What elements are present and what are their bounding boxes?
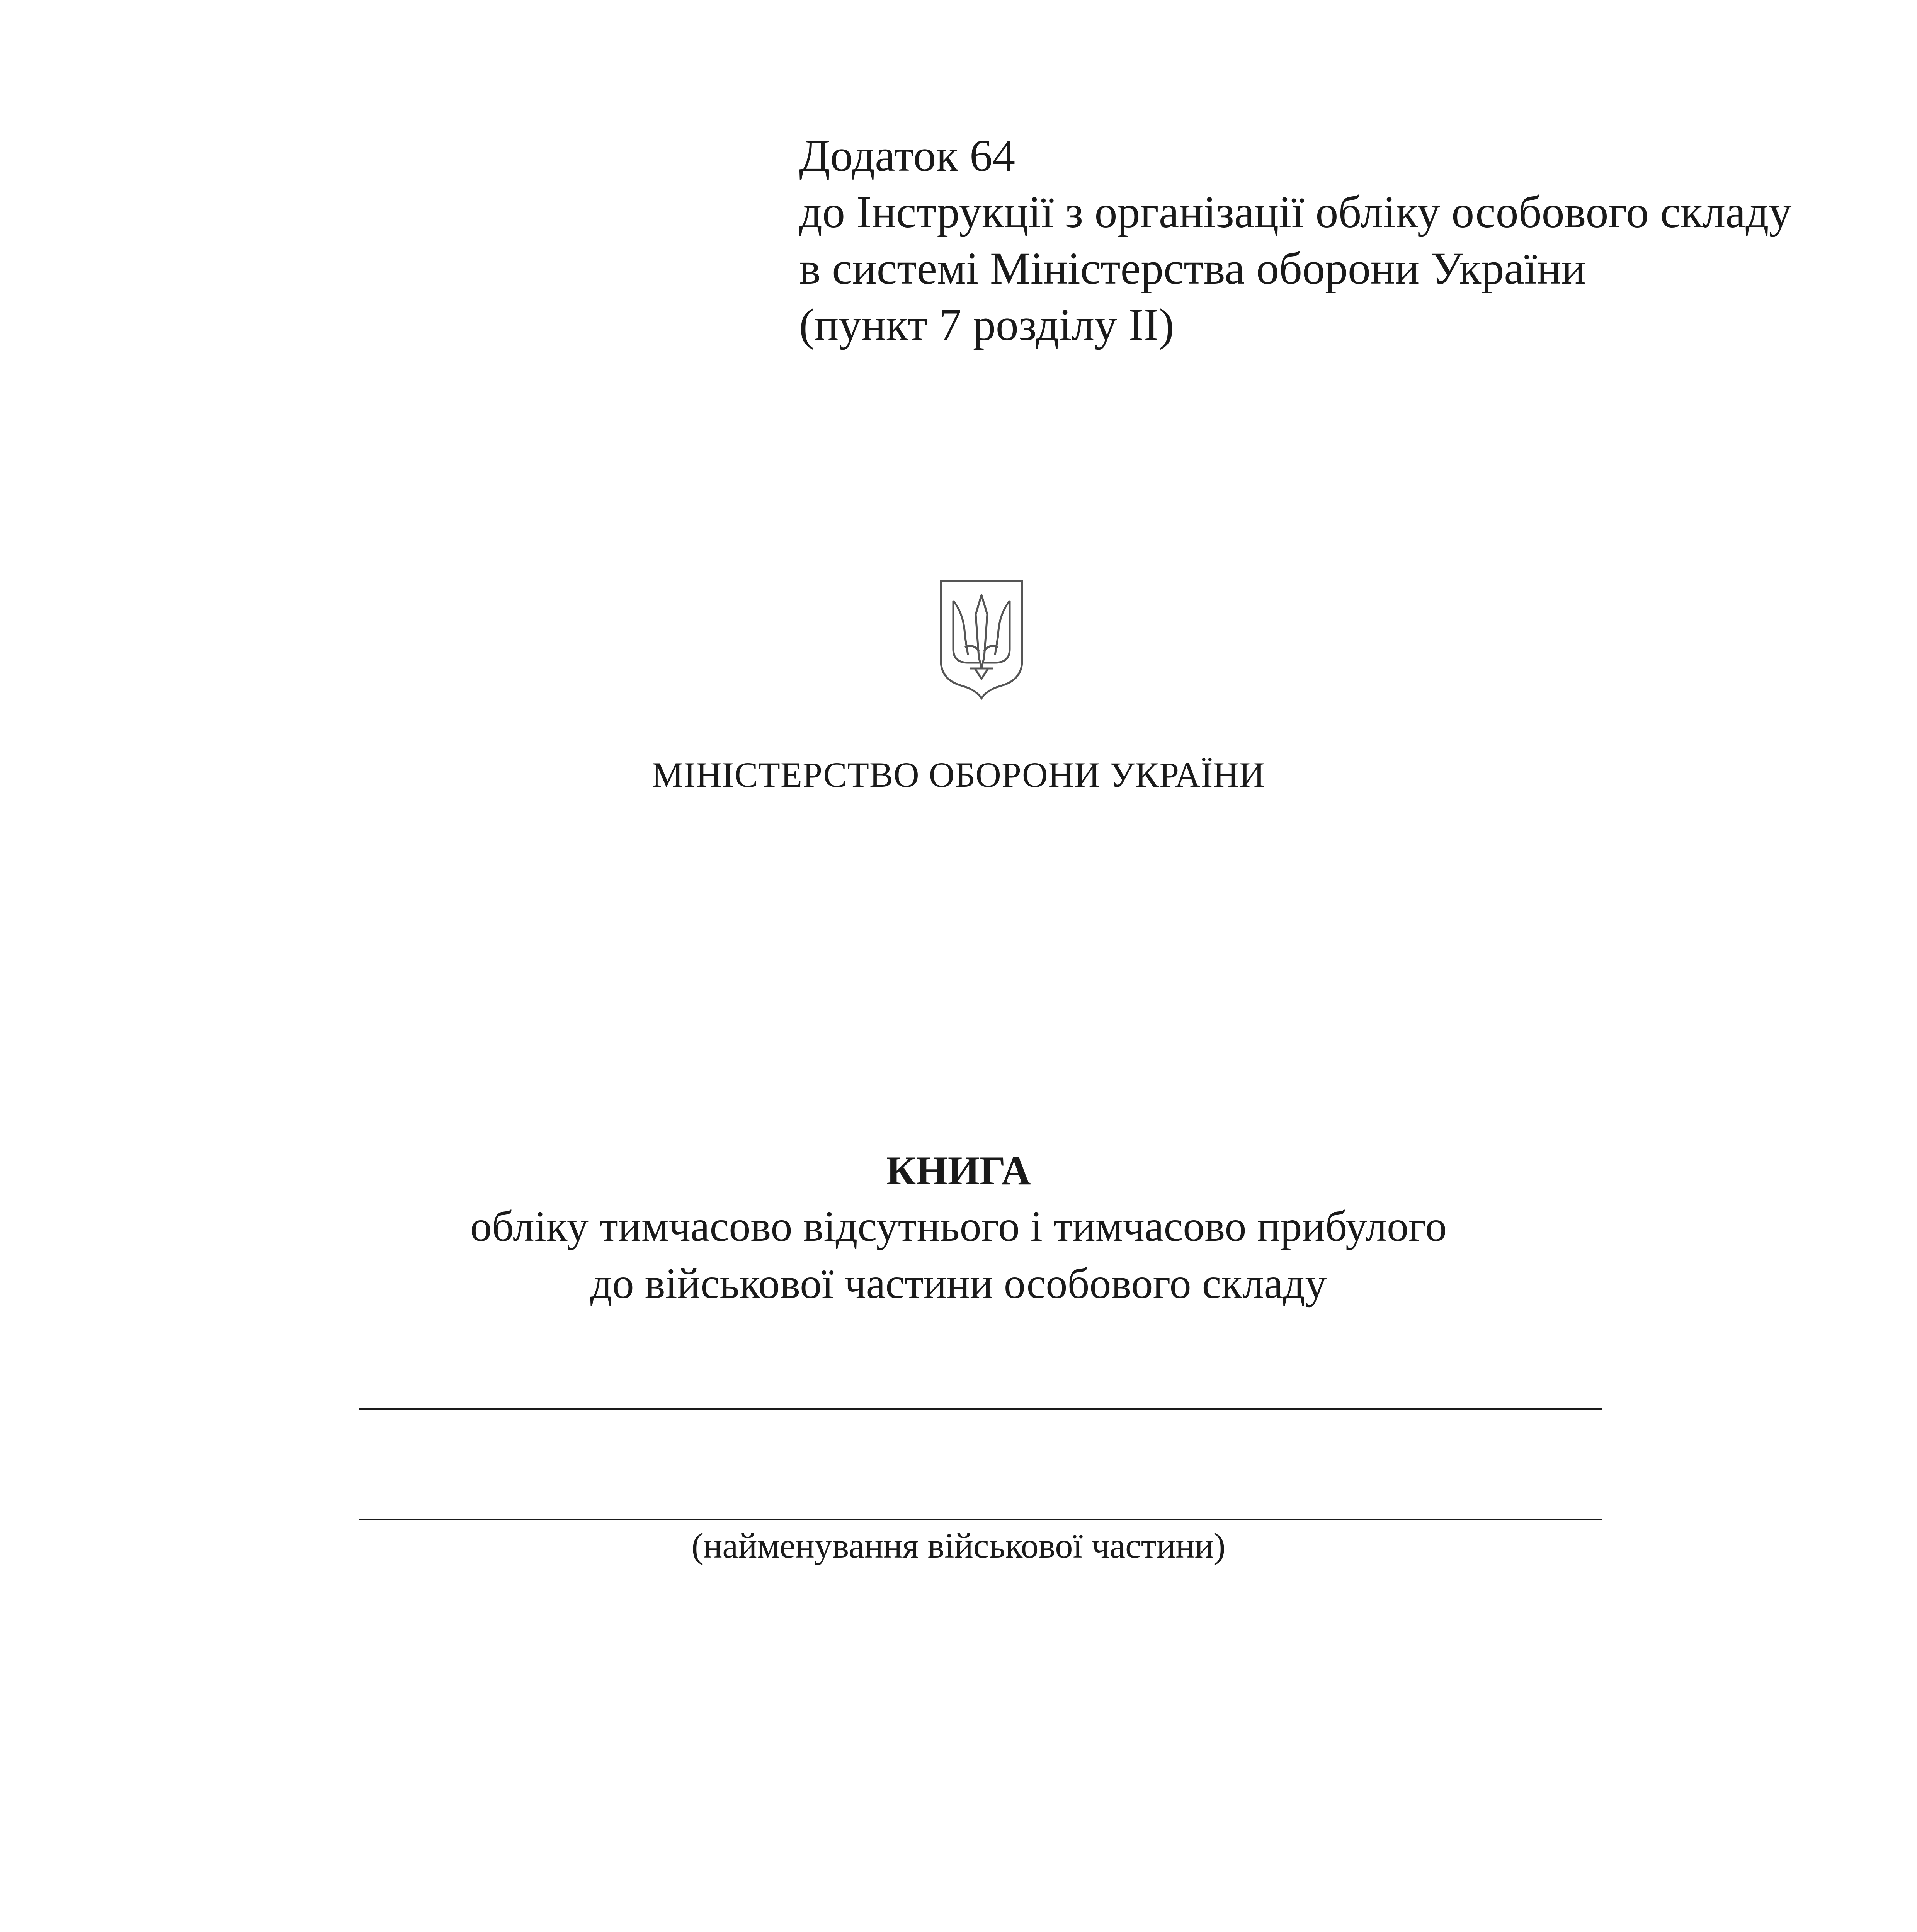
book-subtitle-line1: обліку тимчасово відсутнього і тимчасово прибулого — [470, 1202, 1447, 1250]
book-title-block — [0, 1144, 1917, 1312]
book-title: КНИГА — [886, 1148, 1031, 1193]
ministry-name: МІНІСТЕРСТВО ОБОРОНИ УКРАЇНИ — [651, 755, 1266, 794]
unit-name-line-2 — [359, 1519, 1602, 1520]
unit-name-line-1 — [359, 1408, 1602, 1410]
trident-coat-of-arms-icon — [937, 578, 1026, 701]
annex-clause: (пункт 7 розділу ІІ) — [799, 299, 1174, 350]
unit-name-caption: (найменування військової частини) — [691, 1526, 1226, 1565]
annex-number: Додаток 64 — [799, 130, 1015, 181]
annex-instruction: до Інструкції з організації обліку особового складу — [799, 187, 1792, 237]
book-subtitle-line2: до військової частини особового складу — [590, 1260, 1327, 1308]
annex-reference — [799, 128, 1842, 353]
annex-system: в системі Міністерства оборони України — [799, 243, 1586, 294]
